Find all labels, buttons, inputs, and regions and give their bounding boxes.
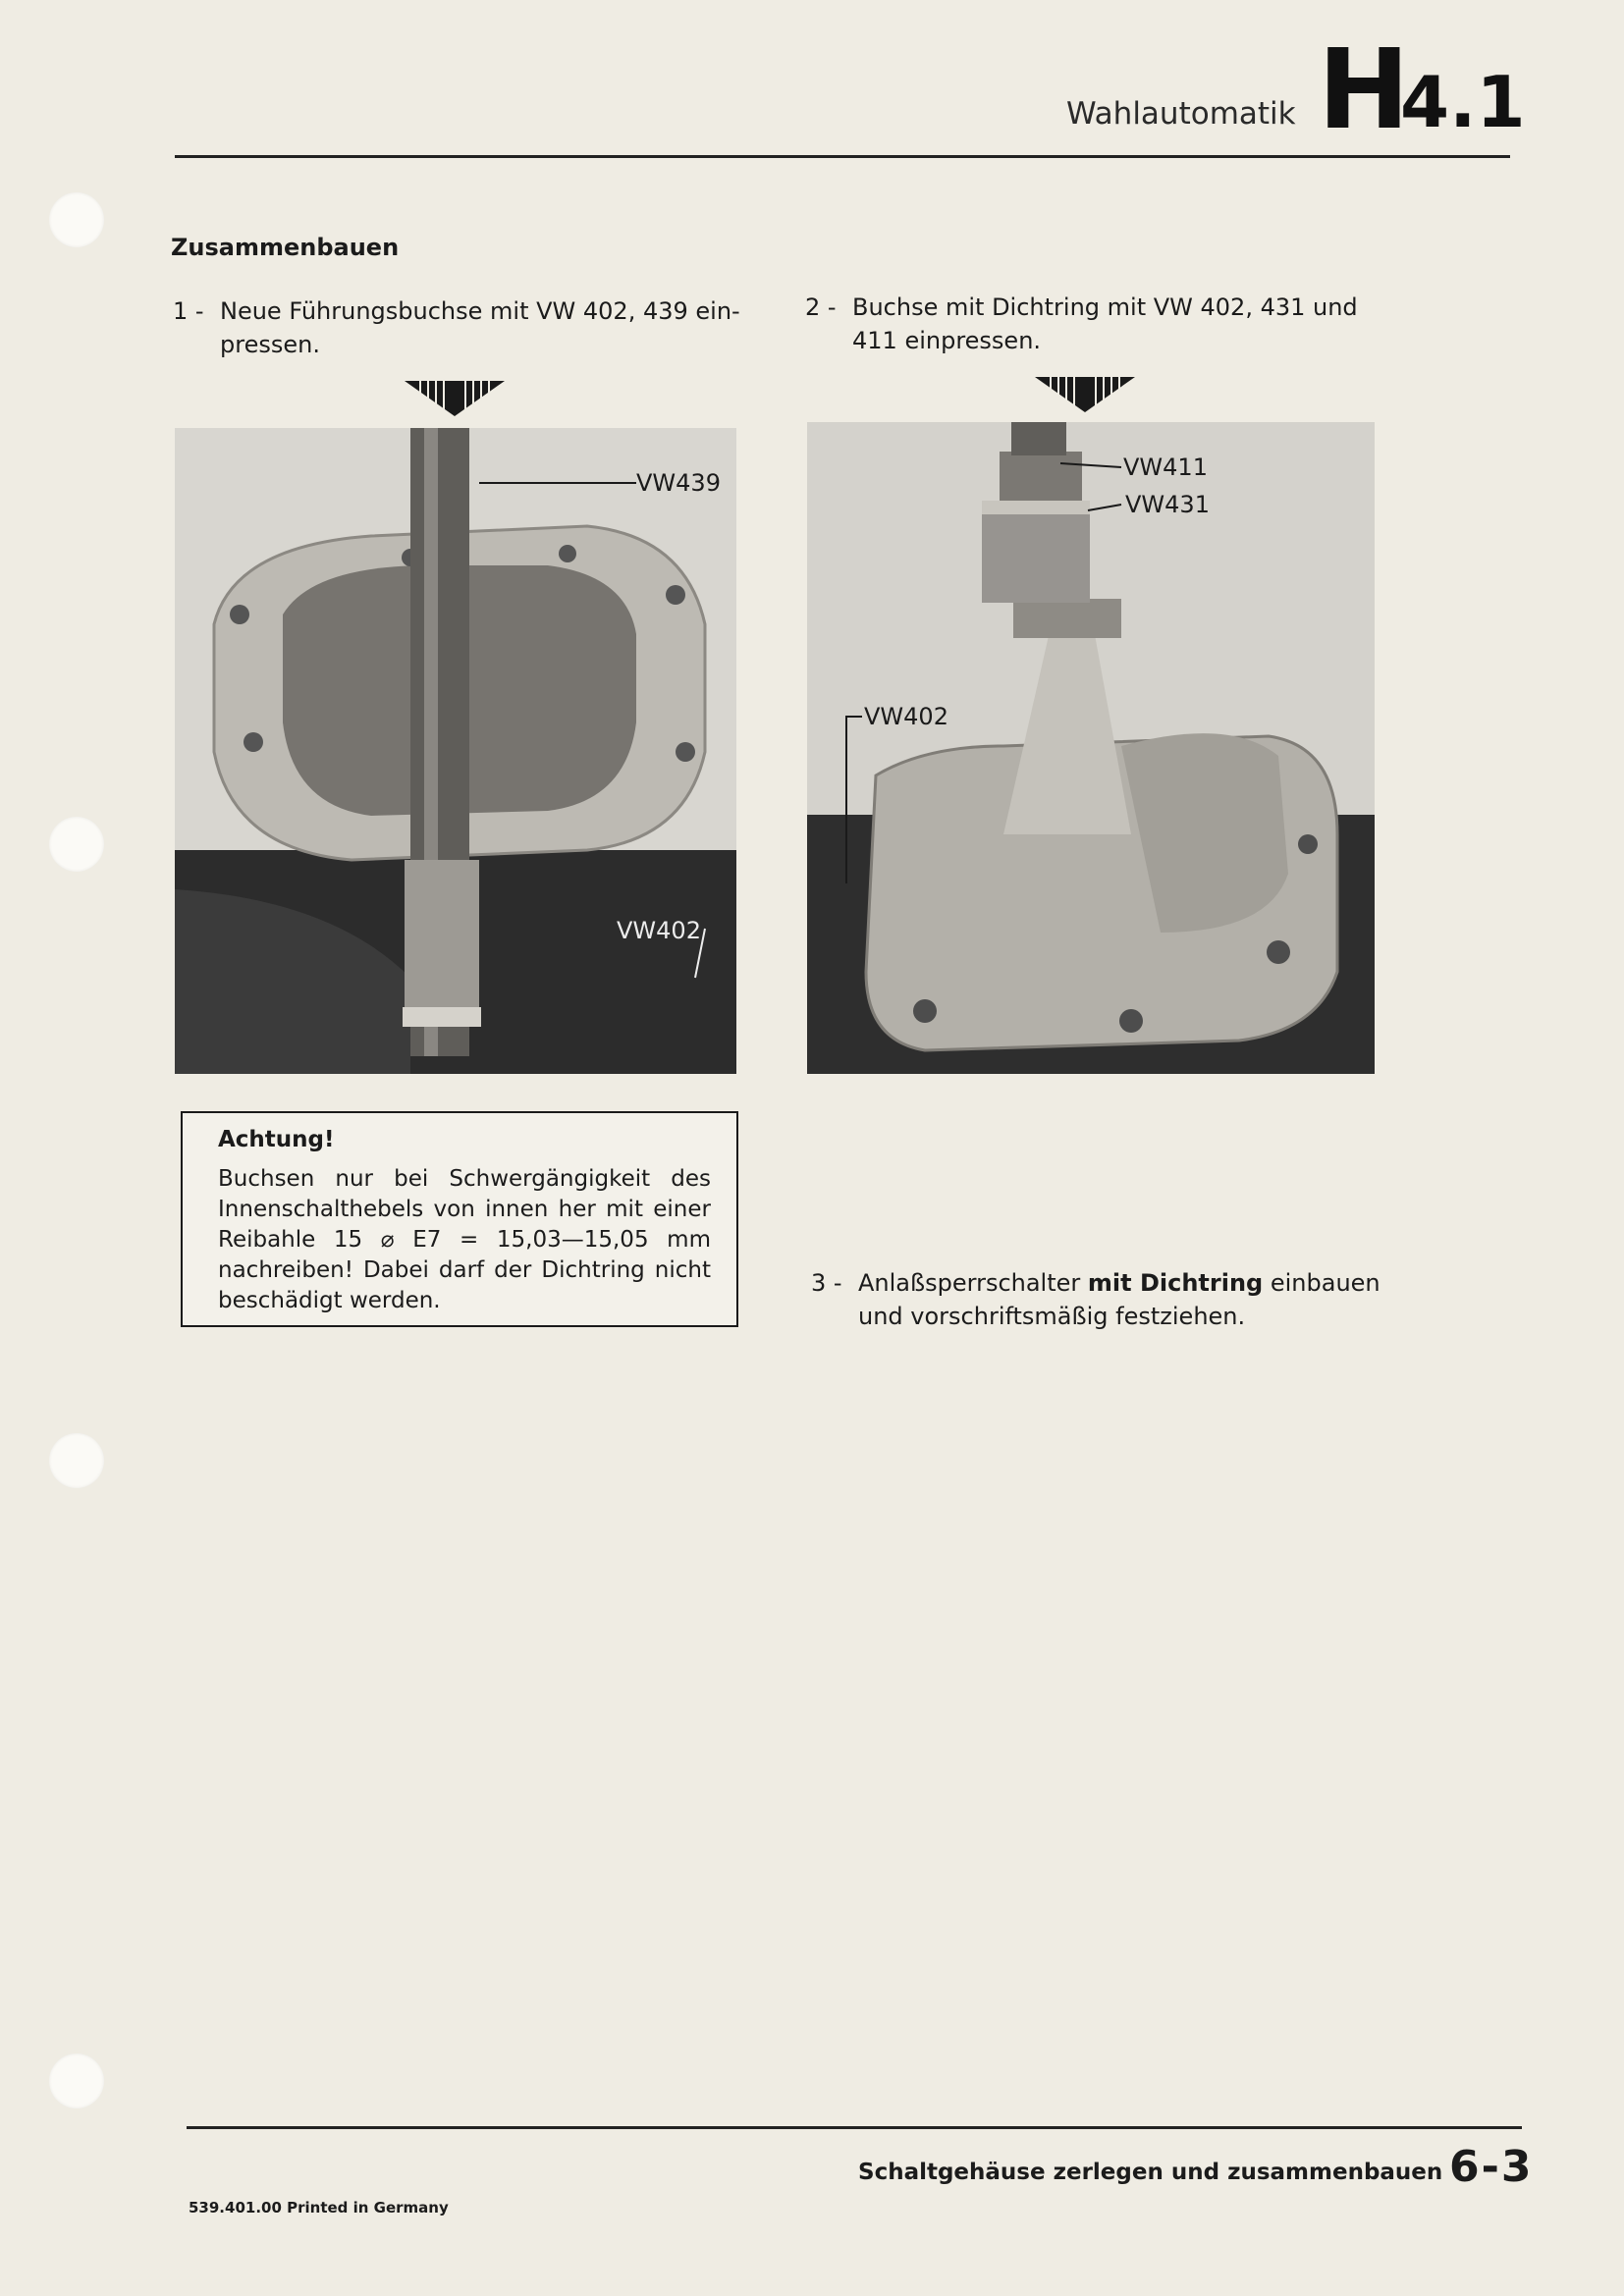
step-number: 1 - xyxy=(173,297,204,325)
header-number: 4.1 xyxy=(1400,61,1526,143)
step-text-line xyxy=(858,1266,1380,1300)
step-2 xyxy=(805,291,1434,359)
print-info: 539.401.00 Printed in Germany xyxy=(189,2199,449,2216)
figure-1-label-vw402: VW402 xyxy=(617,917,701,944)
footer-rule xyxy=(187,2126,1522,2129)
figure-1-label-vw439: VW439 xyxy=(636,469,721,497)
figure-2-photo xyxy=(807,422,1375,1074)
punch-hole xyxy=(49,2054,104,2109)
header-letter: H xyxy=(1318,27,1410,154)
step-text-line: pressen. xyxy=(220,331,320,358)
arrow-down-icon xyxy=(1031,375,1139,414)
header-rule xyxy=(175,155,1510,158)
punch-hole xyxy=(49,817,104,872)
warning-box xyxy=(181,1111,738,1327)
warning-title: Achtung! xyxy=(218,1127,335,1152)
step-text-line: 411 einpressen. xyxy=(852,327,1042,354)
warning-text: Buchsen nur bei Schwergängigkeit des Innenschalthebels von innen her mit einer Reibahle 15 ⌀ E7 = 15,03—15,05 mm nachreiben! Dabei darf der Dichtring nicht beschädigt werden. xyxy=(218,1166,711,1313)
step-3 xyxy=(811,1266,1439,1335)
arrow-down-icon xyxy=(401,379,509,418)
step-text-line: Neue Führungsbuchse mit VW 402, 439 ein- xyxy=(220,297,740,325)
footer-title: Schaltgehäuse zerlegen und zusammenbauen xyxy=(858,2160,1443,2185)
figure-2-label-vw411: VW411 xyxy=(1123,454,1208,481)
figure-1-photo xyxy=(175,428,736,1074)
step-number: 2 - xyxy=(805,294,837,321)
section-heading: Zusammenbauen xyxy=(171,234,400,261)
figure-2-label-vw402: VW402 xyxy=(864,703,948,730)
step-text-emphasis: mit Dichtring xyxy=(1087,1269,1264,1297)
page-number: 6-3 xyxy=(1449,2142,1534,2192)
step-1 xyxy=(173,294,762,363)
step-text-part: Anlaßsperrschalter xyxy=(858,1269,1088,1297)
step-text-line: und vorschriftsmäßig festziehen. xyxy=(858,1303,1246,1330)
punch-hole xyxy=(49,1433,104,1488)
step-number: 3 - xyxy=(811,1269,842,1297)
step-text-line: Buchse mit Dichtring mit VW 402, 431 und xyxy=(852,294,1358,321)
header-section-name: Wahlautomatik xyxy=(1066,96,1296,132)
step-text-part: einbauen xyxy=(1263,1269,1380,1297)
figure-2-label-vw431: VW431 xyxy=(1125,491,1210,518)
punch-hole xyxy=(49,192,104,247)
